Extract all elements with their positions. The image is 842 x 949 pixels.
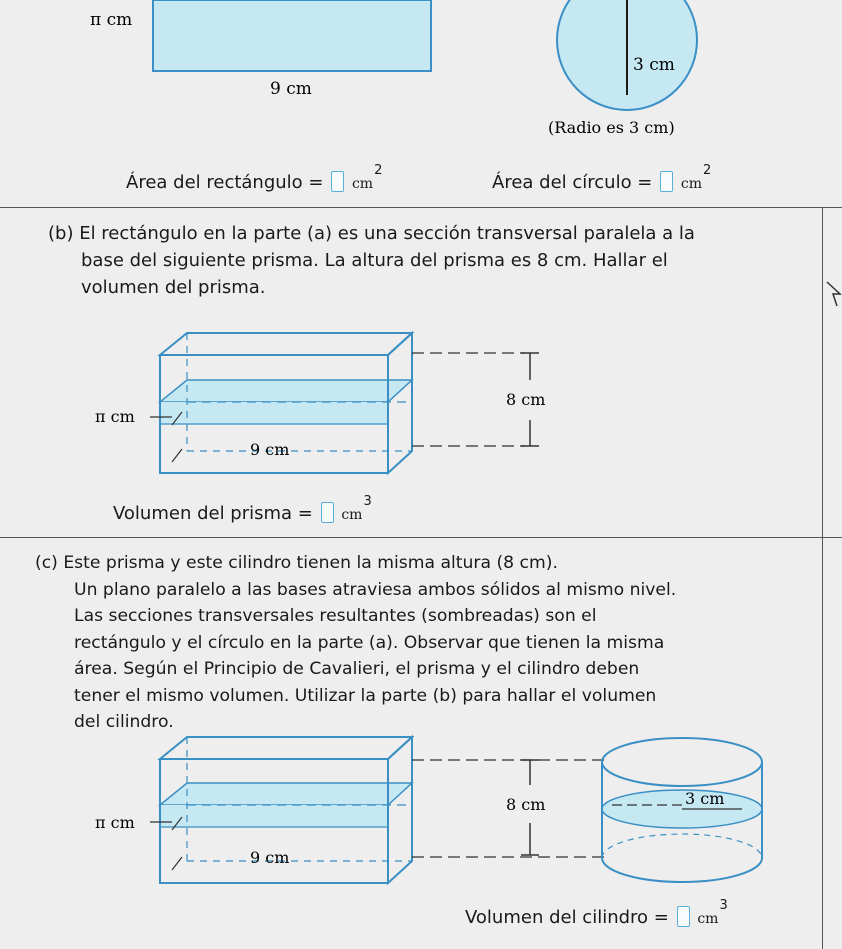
part-c-text [35, 550, 676, 736]
prism-cross-section [160, 783, 412, 805]
prism-side-face [388, 333, 412, 473]
divider-middle [0, 537, 842, 538]
divider-top [0, 207, 842, 208]
prism-top-face [160, 333, 412, 355]
part-c-line-3: Las secciones transversales resultantes (sombreadas) son el [74, 606, 597, 626]
circle-area-exponent: 2 [703, 163, 712, 178]
part-b-line-2: base del siguiente prisma. La altura del prisma es 8 cm. Hallar el [81, 250, 668, 271]
cylinder-volume-label: Volumen del cilindro = [465, 907, 669, 928]
cylinder-radius-label: 3 cm [685, 789, 725, 808]
prism-cylinder-diagram [0, 725, 842, 890]
rect-area-exponent: 2 [374, 163, 383, 178]
prism-volume-label: Volumen del prisma = [113, 503, 313, 524]
circle-caption: (Radio es 3 cm) [548, 118, 675, 137]
cylinder-volume-exponent: 3 [719, 898, 728, 913]
prism-diagram-b [0, 320, 842, 480]
part-c-line-2: Un plano paralelo a las bases atraviesa ambos sólidos al mismo nivel. [74, 579, 677, 600]
cylinder-volume-answer-box[interactable] [677, 906, 690, 927]
cylinder-volume-row [465, 898, 728, 933]
prism-cross-section [160, 380, 412, 402]
prism-volume-exponent: 3 [363, 494, 372, 509]
rect-height-label: π cm [90, 10, 133, 30]
rect-width-label: 9 cm [270, 79, 312, 99]
rect-area-label: Área del rectángulo = [126, 172, 324, 193]
prism-width-label: 9 cm [250, 848, 290, 867]
prism-height-label: 8 cm [506, 390, 546, 409]
circle-radius-label: 3 cm [633, 55, 675, 75]
part-b-line-3: volumen del prisma. [81, 277, 266, 298]
part-c-line-1: (c) Este prisma y este cilindro tienen la misma altura (8 cm). [35, 553, 558, 573]
shared-height-label: 8 cm [506, 795, 546, 814]
prism-width-label: 9 cm [250, 440, 290, 459]
prism-top-face [160, 737, 412, 759]
prism-volume-row [113, 494, 372, 529]
circle-area-label: Área del círculo = [492, 172, 653, 193]
cylinder-top-face [602, 738, 762, 786]
prism-volume-answer-box[interactable] [321, 502, 334, 523]
part-c-line-7: del cilindro. [74, 712, 174, 732]
rect-area-unit: cm [351, 176, 374, 192]
prism-depth-label: π cm [95, 407, 135, 426]
part-c-line-5: área. Según el Principio de Cavalieri, el prisma y el cilindro deben [74, 659, 640, 679]
circle-area-row [492, 163, 712, 198]
prism-depth-label: π cm [95, 813, 135, 832]
prism-volume-unit: cm [341, 507, 363, 523]
part-b-text [48, 220, 695, 301]
cursor-icon [825, 280, 842, 312]
rect-area-row [126, 163, 383, 198]
part-b-line-1: (b) El rectángulo en la parte (a) es una sección transversal paralela a la [48, 223, 695, 244]
circle-area-unit: cm [680, 176, 702, 192]
part-c-line-6: tener el mismo volumen. Utilizar la parte (b) para hallar el volumen [74, 685, 657, 706]
rect-area-answer-box[interactable] [331, 171, 344, 192]
cylinder-volume-unit: cm [697, 911, 719, 927]
rectangle-shape [153, 0, 431, 71]
circle-area-answer-box[interactable] [660, 171, 673, 192]
part-c-line-4: rectángulo y el círculo en la parte (a). Observar que tienen la misma [74, 632, 665, 653]
